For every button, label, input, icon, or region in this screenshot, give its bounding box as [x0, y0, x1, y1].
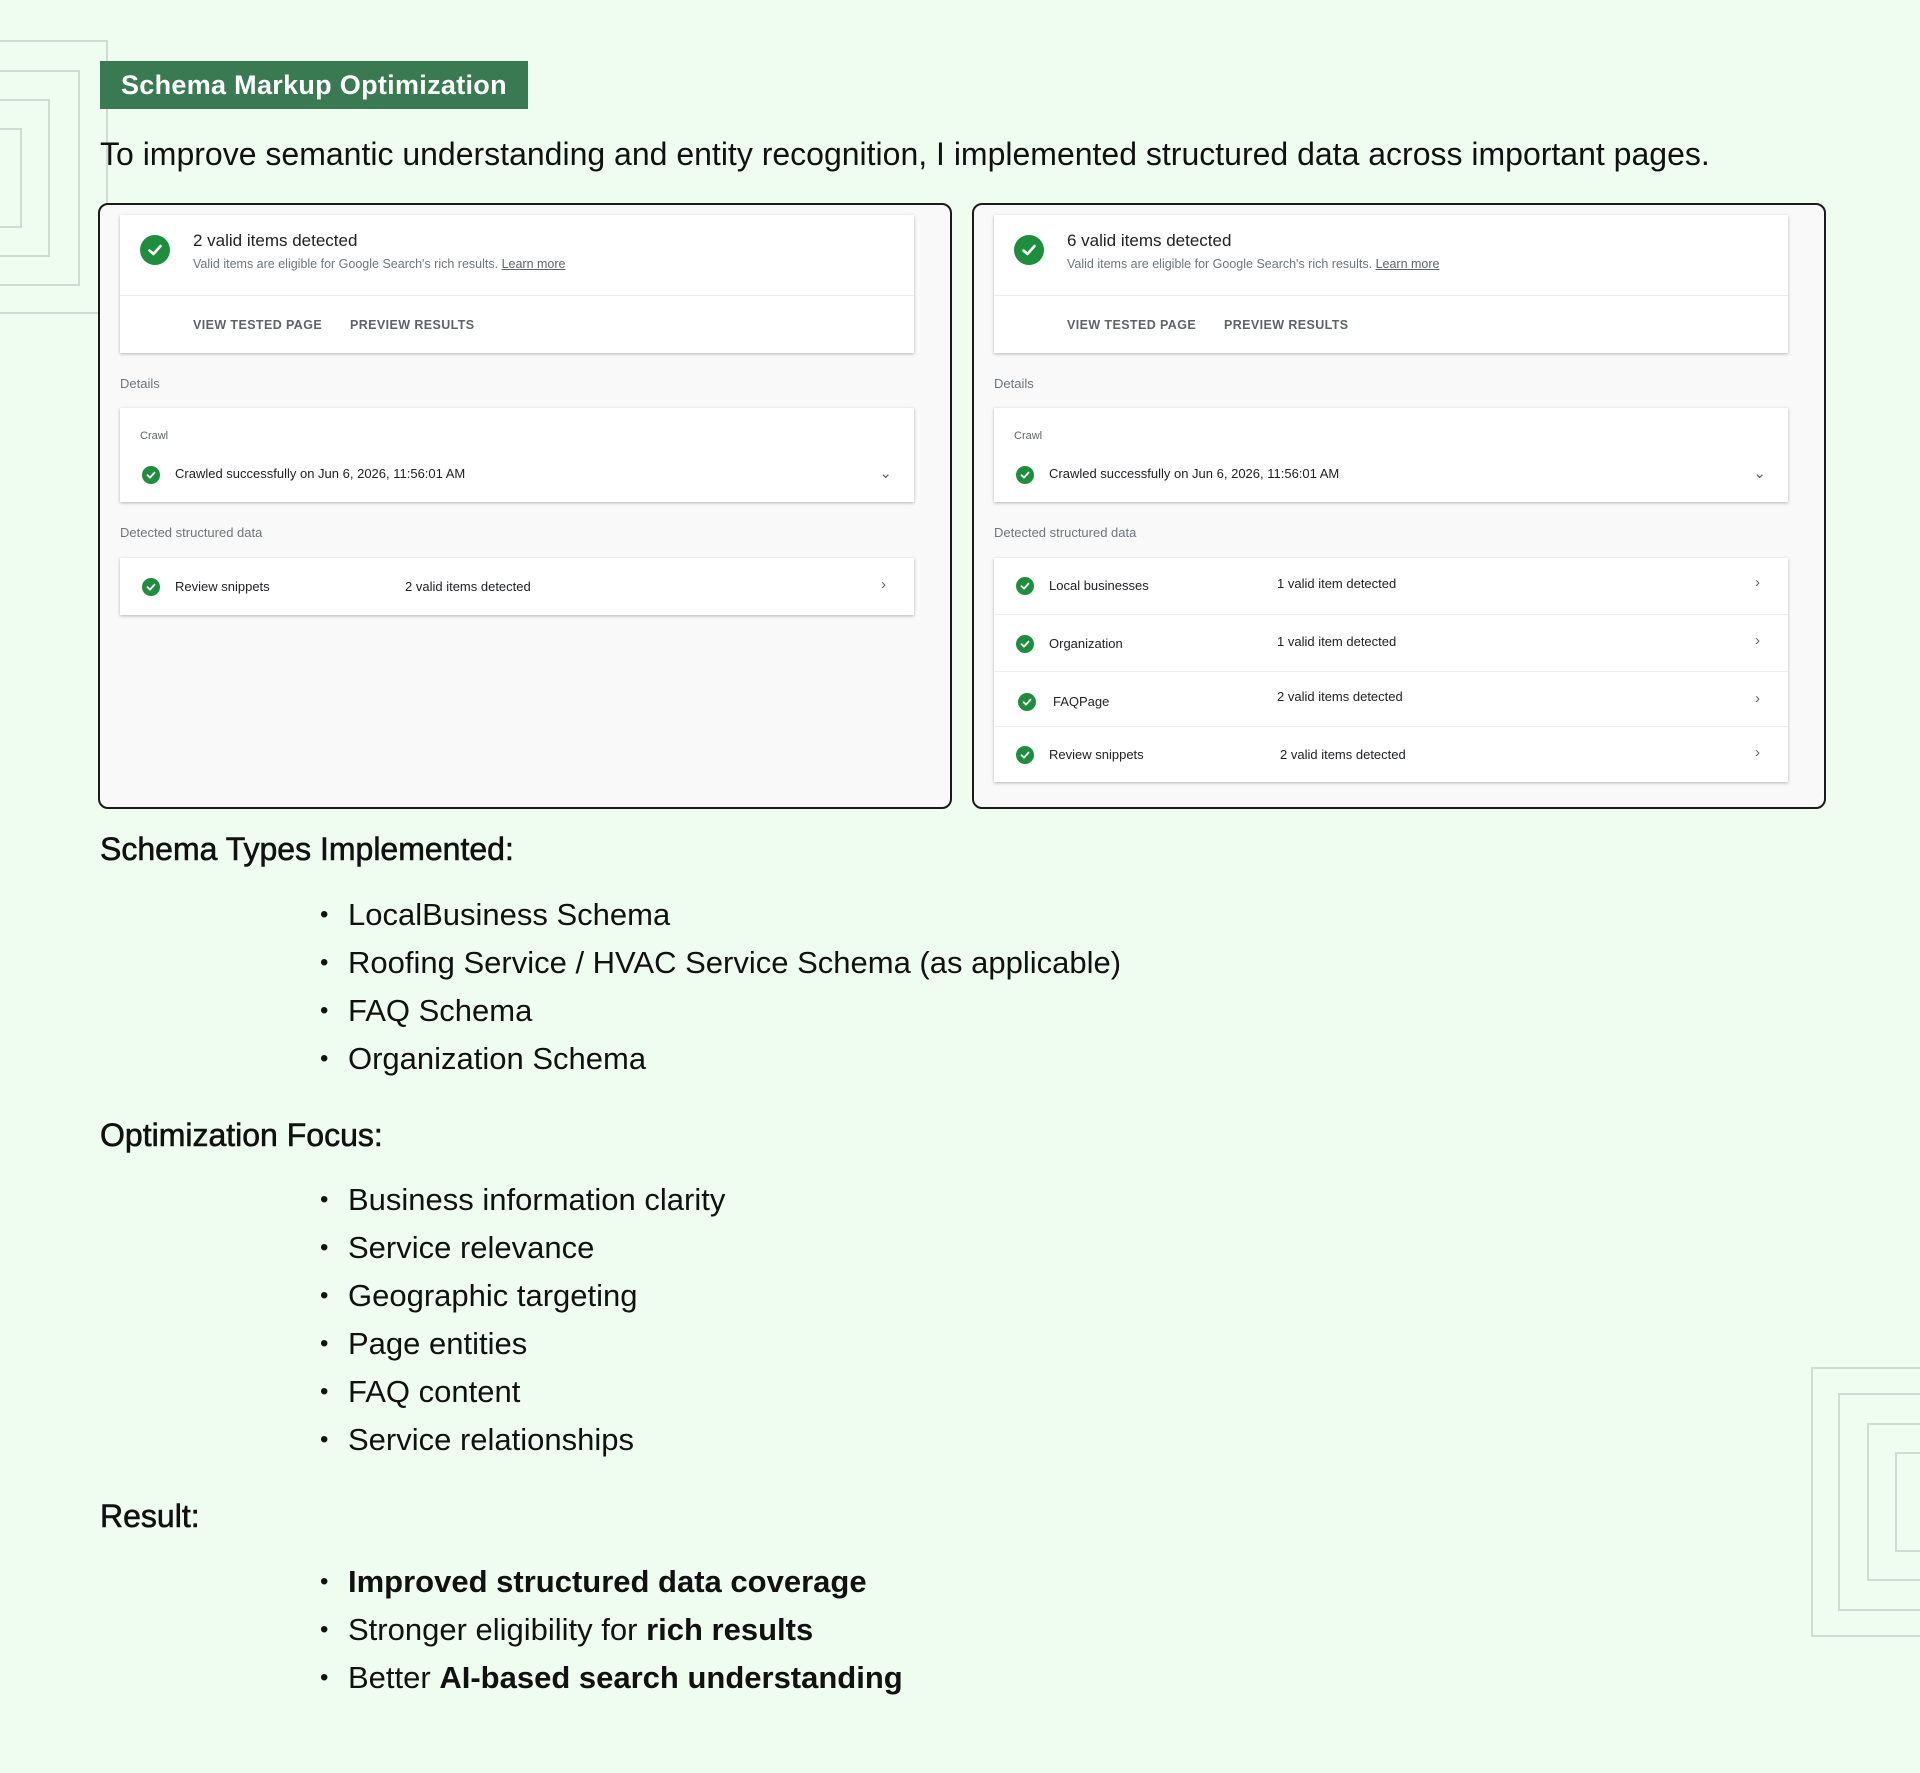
summary-title: 6 valid items detected [1067, 231, 1232, 250]
crawl-check-icon [142, 466, 160, 484]
crawl-check-icon [1016, 466, 1034, 484]
list-item: • Roofing Service / HVAC Service Schema (as applicable) [318, 939, 1121, 987]
crawl-card[interactable] [994, 408, 1788, 502]
view-tested-page-button[interactable]: VIEW TESTED PAGE [193, 318, 323, 332]
summary-card [120, 215, 914, 353]
learn-more-link[interactable]: Learn more [501, 257, 566, 271]
preview-results-button[interactable]: PREVIEW RESULTS [350, 318, 475, 332]
row-count: 2 valid items detected [405, 579, 531, 594]
learn-more-link[interactable]: Learn more [1375, 257, 1440, 271]
optimization-focus-heading: Optimization Focus: [100, 1117, 383, 1153]
structured-data-list [120, 558, 914, 615]
structured-data-row-faqpage[interactable] [994, 671, 1788, 727]
summary-subtitle: Valid items are eligible for Google Search's rich results. Learn more [193, 257, 566, 271]
list-item: • Page entities [318, 1320, 725, 1368]
list-item: • Service relevance [318, 1224, 725, 1272]
row-count: 1 valid item detected [1277, 576, 1397, 591]
row-type-name: Organization [1049, 636, 1123, 651]
chevron-right-icon: › [1755, 574, 1760, 591]
row-type-name: Review snippets [1049, 747, 1144, 762]
chevron-right-icon: › [1755, 690, 1760, 707]
structured-data-row-review-snippets[interactable] [120, 558, 914, 615]
structured-data-row-review-snippets[interactable] [994, 726, 1788, 783]
result-item-bold: AI-based search understanding [439, 1660, 903, 1695]
list-item: • Better AI-based search understanding [318, 1654, 903, 1702]
list-item: • FAQ content [318, 1368, 725, 1416]
list-item: • Organization Schema [318, 1035, 1121, 1083]
result-list [318, 1558, 903, 1702]
row-count: 2 valid items detected [1280, 747, 1406, 762]
list-item: • LocalBusiness Schema [318, 891, 1121, 939]
row-check-icon [1016, 635, 1034, 653]
decor-square-bottom-right-core [1895, 1452, 1920, 1552]
structured-data-row-local-businesses[interactable] [994, 558, 1788, 614]
crawl-status-text: Crawled successfully on Jun 6, 2026, 11:56:01 AM [175, 466, 466, 481]
rich-results-panel-2 [972, 203, 1826, 809]
success-check-icon [140, 235, 170, 265]
row-type-name: FAQPage [1053, 694, 1110, 709]
detected-structured-data-label: Detected structured data [120, 525, 263, 540]
view-tested-page-button[interactable]: VIEW TESTED PAGE [1067, 318, 1197, 332]
success-check-icon [1014, 235, 1044, 265]
list-item: • Business information clarity [318, 1176, 725, 1224]
result-item-bold: Improved structured data coverage [348, 1564, 867, 1599]
row-check-icon [142, 578, 160, 596]
list-item: • Service relationships [318, 1416, 725, 1464]
summary-divider [994, 295, 1788, 296]
row-type-name: Local businesses [1049, 578, 1149, 593]
chevron-right-icon: › [1755, 744, 1760, 761]
intro-text: To improve semantic understanding and entity recognition, I implemented structured data across important pages. [100, 136, 1710, 172]
structured-data-row-organization[interactable] [994, 614, 1788, 672]
preview-results-button[interactable]: PREVIEW RESULTS [1224, 318, 1349, 332]
decor-square-top-left-core [0, 128, 22, 228]
list-item [318, 1558, 903, 1606]
summary-title: 2 valid items detected [193, 231, 358, 250]
chevron-right-icon: › [1755, 632, 1760, 649]
details-label: Details [994, 376, 1034, 391]
rich-results-panel-1 [98, 203, 952, 809]
summary-card [994, 215, 1788, 353]
result-item-bold: rich results [646, 1612, 814, 1647]
optimization-focus-list [318, 1176, 725, 1464]
chevron-right-icon: › [881, 576, 886, 593]
list-item: • Stronger eligibility for rich results [318, 1606, 903, 1654]
row-check-icon [1018, 693, 1036, 711]
crawl-status-text: Crawled successfully on Jun 6, 2026, 11:56:01 AM [1049, 466, 1340, 481]
crawl-label: Crawl [140, 430, 169, 442]
section-tag: Schema Markup Optimization [100, 61, 528, 109]
crawl-label: Crawl [1014, 430, 1043, 442]
expand-chevron-icon[interactable]: ⌄ [1753, 465, 1766, 482]
row-check-icon [1016, 746, 1034, 764]
row-type-name: Review snippets [175, 579, 270, 594]
summary-subtitle: Valid items are eligible for Google Search's rich results. Learn more [1067, 257, 1440, 271]
schema-types-heading: Schema Types Implemented: [100, 831, 514, 867]
list-item: • Geographic targeting [318, 1272, 725, 1320]
list-item: • FAQ Schema [318, 987, 1121, 1035]
schema-types-list [318, 891, 1121, 1083]
details-label: Details [120, 376, 160, 391]
detected-structured-data-label: Detected structured data [994, 525, 1137, 540]
row-count: 1 valid item detected [1277, 634, 1397, 649]
crawl-card[interactable] [120, 408, 914, 502]
result-heading: Result: [100, 1498, 200, 1534]
row-count: 2 valid items detected [1277, 689, 1403, 704]
summary-divider [120, 295, 914, 296]
row-check-icon [1016, 577, 1034, 595]
expand-chevron-icon[interactable]: ⌄ [879, 465, 892, 482]
structured-data-list [994, 558, 1788, 782]
